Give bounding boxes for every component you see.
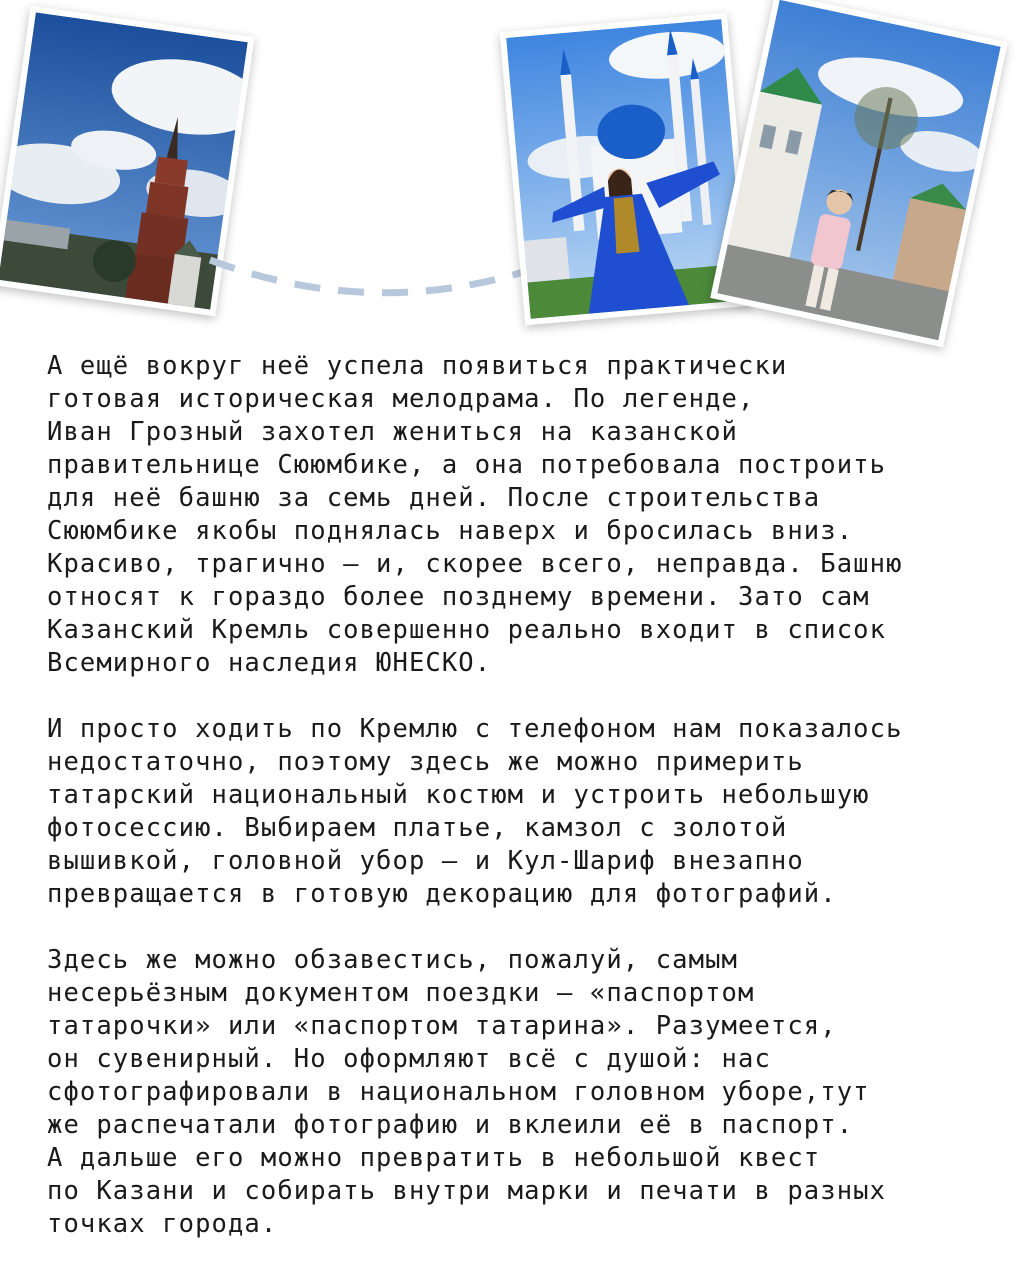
paragraph-legend: А ещё вокруг неё успела появиться практически готовая историческая мелодрама. По легенде, Иван Грозный захотел жениться на казанской правительнице Сююмбике, а она потребовала построить для неё башню за семь дней. После строительства Сююмбике якобы поднялась наверх и бросилась вниз. Красиво, трагично — и, скорее всего, неправда. Башню относят к гораздо более позднему времени. Зато сам Казанский Кремль совершенно реально входит в список Всемирного наследия ЮНЕСКО. bbox=[47, 351, 903, 678]
paragraph-passport: Здесь же можно обзавестись, пожалуй, самым несерьёзным документом поездки — «паспортом татарочки» или «паспортом татарина». Разумеется, он сувенирный. Но оформляют всё с душой: нас сфотографировали в национальном головном уборе,тут же распечатали фотографию и вклеили её в паспорт. А дальше его можно превратить в небольшой квест по Казани и собирать внутри марки и печати в разных точках города. bbox=[47, 945, 887, 1239]
article-text bbox=[47, 350, 987, 1274]
photo-kremlin-street bbox=[710, 0, 1008, 347]
paragraph-costume: И просто ходить по Кремлю с телефоном нам показалось недостаточно, поэтому здесь же можно примерить татарский национальный костюм и устроить небольшую фотосессию. Выбираем платье, камзол с золотой вышивкой, головной убор — и Кул-Шариф внезапно превращается в готовую декорацию для фотографий. bbox=[47, 714, 903, 909]
dashed-connector bbox=[190, 230, 550, 310]
